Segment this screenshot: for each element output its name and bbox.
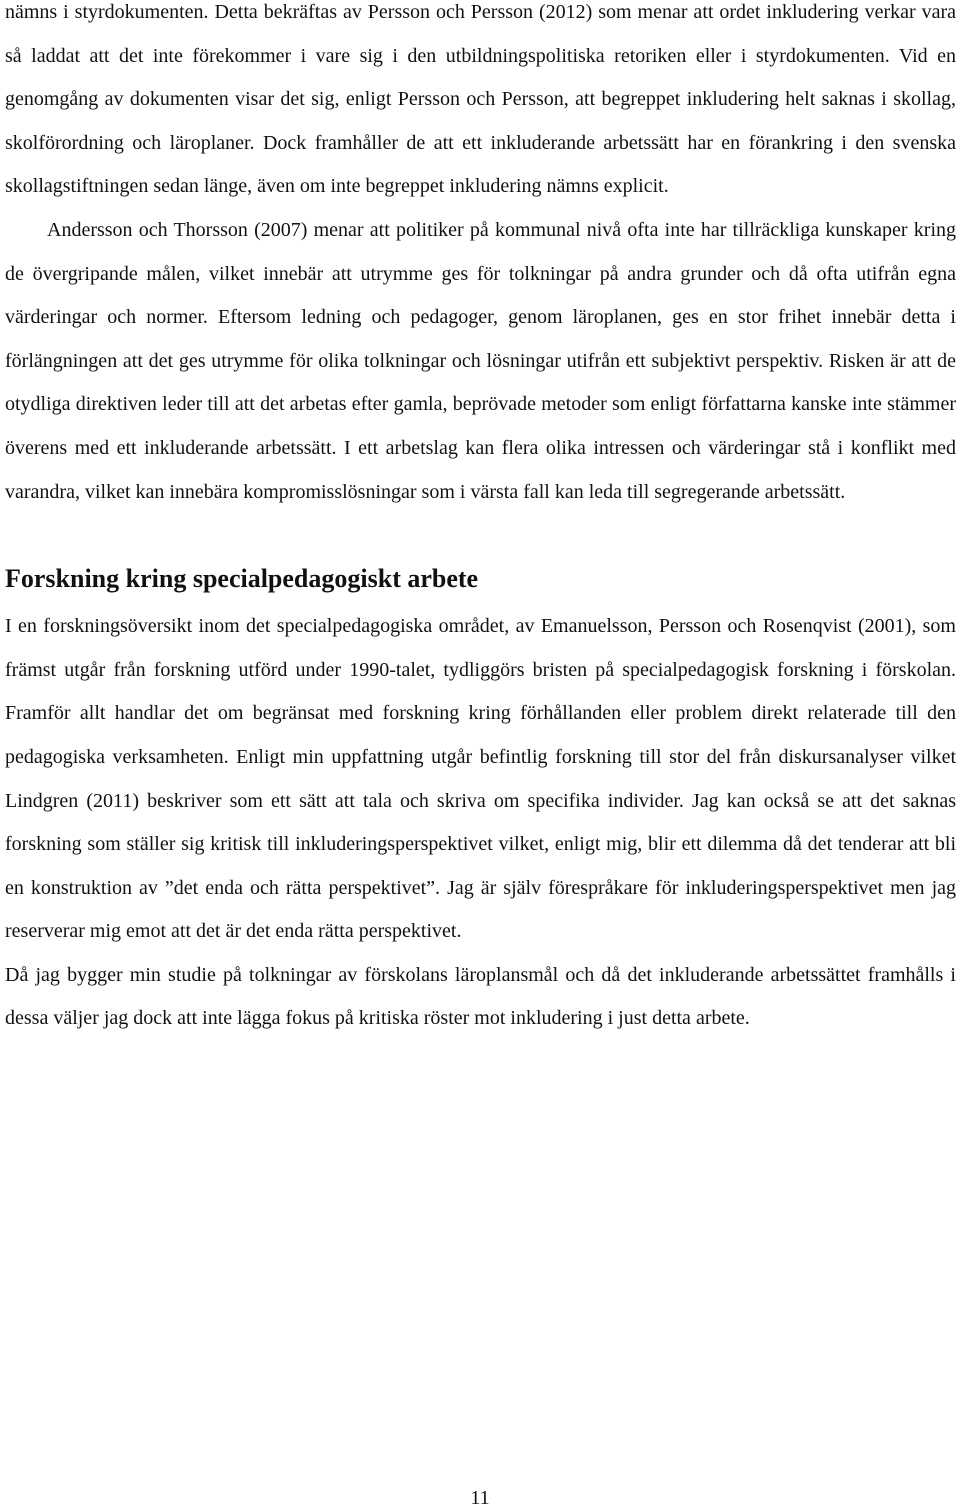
document-page [5, 0, 956, 1041]
body-paragraph: I en forskningsöversikt inom det specialpedagogiska området, av Emanuelsson, Persson och Rosenqvist (2001), som främst utgår från forskning utförd under 1990-talet, tydliggörs bristen på specialpedagogisk forskning i förskolan. Framför allt handlar det om begränsat med forskning kring förhållanden eller problem direkt relaterade till den pedagogiska verksamheten. Enligt min uppfattning utgår befintlig forskning till stor del från diskursanalyser vilket Lindgren (2011) beskriver som ett sätt att tala och skriva om specifika individer. Jag kan också se att det saknas forskning som ställer sig kritisk till inkluderingsperspektivet vilket, enligt mig, blir ett dilemma då det tenderar att bli en konstruktion av ”det enda och rätta perspektivet”. Jag är själv förespråkare för inkluderingsperspektivet men jag reserverar mig emot att det är det enda rätta perspektivet. [5, 615, 956, 943]
body-paragraph-indented: Andersson och Thorsson (2007) menar att politiker på kommunal nivå ofta inte har tillräckliga kunskaper kring de övergripande målen, vilket innebär att utrymme ges för tolkningar på andra grunder och då ofta utifrån egna värderingar och normer. Eftersom ledning och pedagoger, genom läroplanen, ges en stor frihet innebär detta i förlängningen att det ges utrymme för olika tolkningar och lösningar utifrån ett subjektivt perspektiv. Risken är att de otydliga direktiven leder till att det arbetas efter gamla, beprövade metoder som enligt författarna kanske inte stämmer överens med ett inkluderande arbetssätt. I ett arbetslag kan flera olika intressen och värderingar stå i konflikt med varandra, vilket kan innebära kompromisslösningar som i värsta fall kan leda till segregerande arbetssätt. [5, 218, 956, 503]
section-heading: Forskning kring specialpedagogiskt arbete [5, 564, 479, 594]
body-paragraph: Då jag bygger min studie på tolkningar av förskolans läroplansmål och då det inkluderande arbetssättet framhålls i dessa väljer jag dock att inte lägga fokus på kritiska röster mot inkludering i just detta arbete. [5, 963, 956, 1030]
page-number: 11 [470, 1487, 490, 1509]
body-paragraph: nämns i styrdokumenten. Detta bekräftas av Persson och Persson (2012) som menar att ordet inkludering verkar vara så laddat att det inte förekommer i vare sig i den utbildningspolitiska retoriken eller i styrdokumenten. Vid en genomgång av dokumenten visar det sig, enligt Persson och Persson, att begreppet inkludering helt saknas i skollag, skolförordning och läroplaner. Dock framhåller de att ett inkluderande arbetssätt har en förankring i den svenska skollagstiftningen sedan länge, även om inte begreppet inkludering nämns explicit. [5, 1, 956, 198]
